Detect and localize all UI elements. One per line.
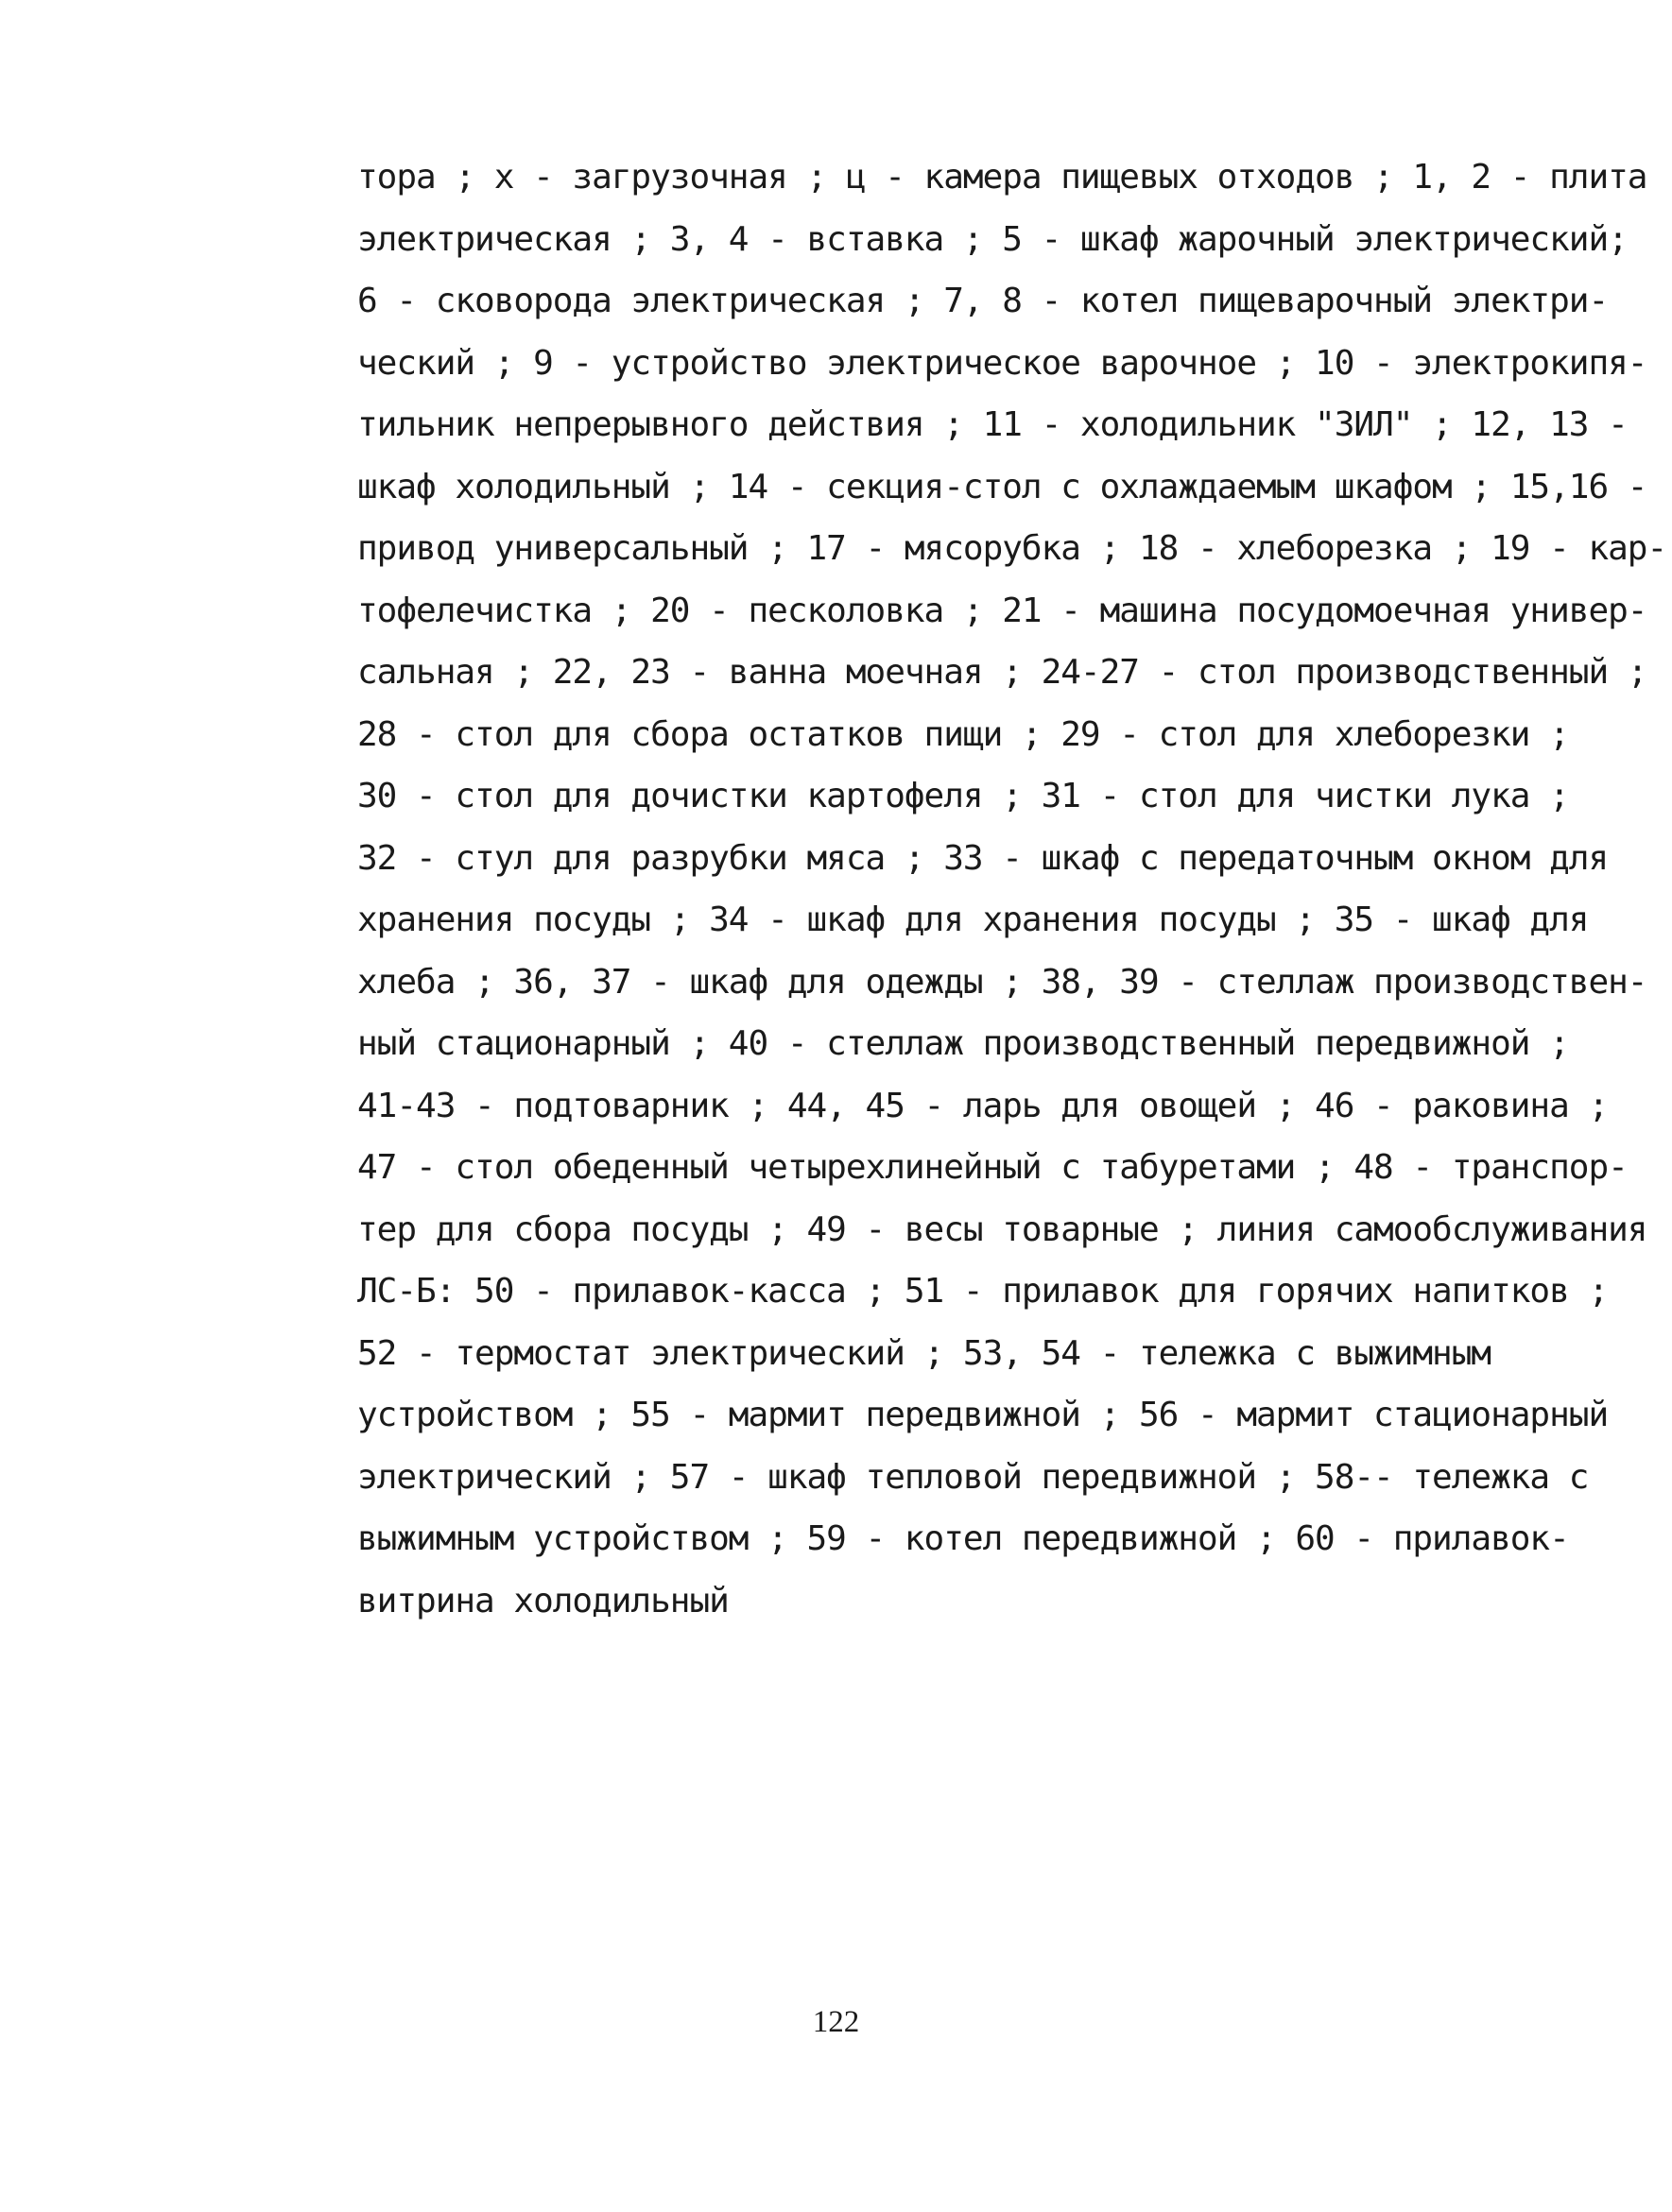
text-line: тора ; х - загрузочная ; ц - камера пищевых отходов ; 1, 2 - плита <box>357 158 1647 197</box>
text-line: сальная ; 22, 23 - ванна моечная ; 24-27 - стол производственный ; <box>357 653 1647 692</box>
text-line: шкаф холодильный ; 14 - секция-стол с охлаждаемым шкафом ; 15,16 - <box>357 467 1647 506</box>
text-line: хлеба ; 36, 37 - шкаф для одежды ; 38, 39 - стеллаж производствен- <box>357 962 1647 1002</box>
text-line: 52 - термостат электрический ; 53, 54 - тележка с выжимным <box>357 1333 1491 1373</box>
text-line: тер для сбора посуды ; 49 - весы товарные ; линия самообслуживания <box>357 1209 1647 1249</box>
legend-text <box>357 146 1667 1632</box>
text-line: устройством ; 55 - мармит передвижной ; 56 - мармит стационарный <box>357 1396 1609 1434</box>
text-line: тильник непрерывного действия ; 11 - холодильник "ЗИЛ" ; 12, 13 - <box>357 405 1628 444</box>
text-line: ный стационарный ; 40 - стеллаж производственный передвижной ; <box>357 1024 1569 1063</box>
text-line: 30 - стол для дочистки картофеля ; 31 - стол для чистки лука ; <box>357 777 1569 815</box>
text-line: витрина холодильный <box>357 1581 729 1620</box>
text-line: электрический ; 57 - шкаф тепловой передвижной ; 58-- тележка с <box>357 1457 1589 1497</box>
text-line: 6 - сковорода электрическая ; 7, 8 - котел пищеварочный электри- <box>357 282 1609 320</box>
text-line: 32 - стул для разрубки мяса ; 33 - шкаф с передаточным окном для <box>357 838 1609 878</box>
text-line: 28 - стол для сбора остатков пищи ; 29 - стол для хлеборезки ; <box>357 714 1569 754</box>
text-line: ЛС-Б: 50 - прилавок-касса ; 51 - прилавок для горячих напитков ; <box>357 1272 1609 1311</box>
text-line: электрическая ; 3, 4 - вставка ; 5 - шкаф жарочный электрический; <box>357 219 1628 259</box>
text-line: привод универсальный ; 17 - мясорубка ; 18 - хлеборезка ; 19 - кар- <box>357 529 1667 568</box>
page-number: 122 <box>812 2005 860 2039</box>
text-line: ческий ; 9 - устройство электрическое варочное ; 10 - электрокипя- <box>357 343 1647 383</box>
text-line: хранения посуды ; 34 - шкаф для хранения посуды ; 35 - шкаф для <box>357 900 1589 939</box>
text-line: 41-43 - подтоварник ; 44, 45 - ларь для овощей ; 46 - раковина ; <box>357 1086 1609 1125</box>
text-line: тофелечистка ; 20 - песколовка ; 21 - машина посудомоечная универ- <box>357 591 1647 630</box>
text-line: выжимным устройством ; 59 - котел передвижной ; 60 - прилавок- <box>357 1519 1569 1558</box>
text-line: 47 - стол обеденный четырехлинейный с табуретами ; 48 - транспор- <box>357 1148 1628 1187</box>
